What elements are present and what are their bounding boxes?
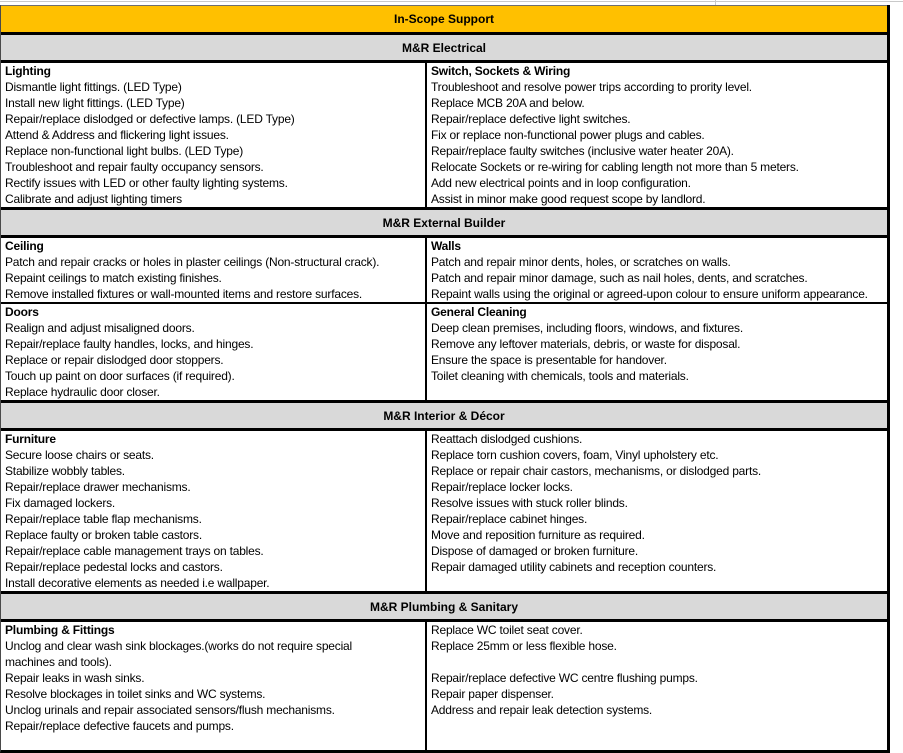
item-text-left xyxy=(1,734,425,750)
item-text-right: Replace WC toilet seat cover. xyxy=(431,623,583,637)
item-text-left: Repair/replace pedestal locks and castors. xyxy=(5,560,223,574)
item-text-right: Add new electrical points and in loop configuration. xyxy=(431,176,691,190)
right-column xyxy=(427,431,887,591)
item-text-left: Rectify issues with LED or other faulty lighting systems. xyxy=(5,176,288,190)
left-column xyxy=(1,622,427,750)
item-text-right: Replace MCB 20A and below. xyxy=(431,96,585,110)
item-text-right: Walls xyxy=(431,239,461,253)
spreadsheet-gridline-top xyxy=(0,1,903,2)
content-block xyxy=(1,63,887,207)
item-text-right: Repair/replace locker locks. xyxy=(431,480,573,494)
item-text-left: Repair/replace drawer mechanisms. xyxy=(5,480,191,494)
item-text-left: Repair/replace table flap mechanisms. xyxy=(5,512,202,526)
item-text-left: Repair leaks in wash sinks. xyxy=(5,671,145,685)
item-text-left: Patch and repair cracks or holes in plaster ceilings (Non-structural crack). xyxy=(5,255,380,269)
item-text-right: Repaint walls using the original or agreed-upon colour to ensure uniform appearance. xyxy=(431,287,868,301)
item-text-right: Resolve issues with stuck roller blinds. xyxy=(431,496,628,510)
item-text-left: Resolve blockages in toilet sinks and WC systems. xyxy=(5,687,266,701)
item-text-left: Replace faulty or broken table castors. xyxy=(5,528,202,542)
item-text-right: Patch and repair minor damage, such as nail holes, dents, and scratches. xyxy=(431,271,808,285)
item-text-left: Repair/replace cable management trays on tables. xyxy=(5,544,264,558)
item-text-right: Reattach dislodged cushions. xyxy=(431,432,583,446)
item-text-right: Ensure the space is presentable for handover. xyxy=(431,353,667,367)
item-text-right: Assist in minor make good request scope by landlord. xyxy=(431,192,706,206)
item-text-left: Dismantle light fittings. (LED Type) xyxy=(5,80,182,94)
item-text-left: Touch up paint on door surfaces (if required). xyxy=(5,369,235,383)
item-text-left: Secure loose chairs or seats. xyxy=(5,448,154,462)
item-text-left: Doors xyxy=(5,305,39,319)
item-text-right: Dispose of damaged or broken furniture. xyxy=(431,544,638,558)
item-text-left: Replace non-functional light bulbs. (LED Type) xyxy=(5,144,244,158)
section-header: M&R Interior & Décor xyxy=(1,403,887,428)
content-block xyxy=(1,238,887,302)
content-block xyxy=(1,622,887,750)
item-text-left: Troubleshoot and repair faulty occupancy sensors. xyxy=(5,160,264,174)
item-text-right xyxy=(427,654,887,670)
item-text-right: Move and reposition furniture as required. xyxy=(431,528,645,542)
item-text-left: Remove installed fixtures or wall-mounted items and restore surfaces. xyxy=(5,287,363,301)
item-text-right: Replace or repair chair castors, mechanisms, or dislodged parts. xyxy=(431,464,762,478)
item-text-right: General Cleaning xyxy=(431,305,527,319)
item-text-left: Calibrate and adjust lighting timers xyxy=(5,192,182,206)
table-body xyxy=(1,32,887,750)
left-column xyxy=(1,63,427,207)
item-text-right: Fix or replace non-functional power plugs and cables. xyxy=(431,128,705,142)
item-text-left: Repair/replace dislodged or defective lamps. (LED Type) xyxy=(5,112,295,126)
item-text-right xyxy=(427,734,887,750)
item-text-right: Repair/replace cabinet hinges. xyxy=(431,512,588,526)
item-text-right: Remove any leftover materials, debris, or waste for disposal. xyxy=(431,337,741,351)
item-text-left: Fix damaged lockers. xyxy=(5,496,116,510)
right-column xyxy=(427,63,887,207)
item-text-right: Repair paper dispenser. xyxy=(431,687,554,701)
content-block xyxy=(1,304,887,400)
in-scope-support-table xyxy=(0,5,890,753)
item-text-left: Attend & Address and flickering light issues. xyxy=(5,128,229,142)
section-header: M&R Plumbing & Sanitary xyxy=(1,594,887,619)
item-text-left: Replace hydraulic door closer. xyxy=(5,385,160,399)
item-text-right: Repair damaged utility cabinets and reception counters. xyxy=(431,560,717,574)
item-text-left: Furniture xyxy=(5,432,56,446)
item-text-right: Repair/replace defective light switches. xyxy=(431,112,631,126)
item-text-right: Deep clean premises, including floors, windows, and fixtures. xyxy=(431,321,743,335)
section-header: M&R External Builder xyxy=(1,210,887,235)
item-text-left: Plumbing & Fittings xyxy=(5,623,115,637)
item-text-right: Repair/replace faulty switches (inclusive water heater 20A). xyxy=(431,144,734,158)
left-column xyxy=(1,238,427,302)
item-text-right: Replace torn cushion covers, foam, Vinyl upholstery etc. xyxy=(431,448,719,462)
item-text-left: Repair/replace faulty handles, locks, and hinges. xyxy=(5,337,254,351)
left-column xyxy=(1,431,427,591)
item-text-right xyxy=(427,575,887,591)
left-column xyxy=(1,304,427,400)
right-column xyxy=(427,622,887,750)
item-text-right: Troubleshoot and resolve power trips according to prority level. xyxy=(431,80,752,94)
item-text-left: Repair/replace defective faucets and pumps. xyxy=(5,719,234,733)
item-text-left: Unclog and clear wash sink blockages.(works do not require special xyxy=(5,639,352,653)
right-column xyxy=(427,238,887,302)
item-text-right: Relocate Sockets or re-wiring for cabling length not more than 5 meters. xyxy=(431,160,799,174)
item-text-right: Address and repair leak detection systems. xyxy=(431,703,653,717)
item-text-left: Lighting xyxy=(5,64,51,78)
item-text-right: Repair/replace defective WC centre flushing pumps. xyxy=(431,671,698,685)
right-column xyxy=(427,304,887,400)
item-text-left: Install decorative elements as needed i.e wallpaper. xyxy=(5,576,270,590)
item-text-left: Repaint ceilings to match existing finishes. xyxy=(5,271,222,285)
item-text-right: Replace 25mm or less flexible hose. xyxy=(431,639,617,653)
content-block xyxy=(1,431,887,591)
item-text-right: Switch, Sockets & Wiring xyxy=(431,64,571,78)
item-text-left: Ceiling xyxy=(5,239,44,253)
item-text-left: Stabilize wobbly tables. xyxy=(5,464,125,478)
item-text-left: Install new light fittings. (LED Type) xyxy=(5,96,185,110)
item-text-left: Realign and adjust misaligned doors. xyxy=(5,321,195,335)
item-text-right xyxy=(427,384,887,400)
item-text-left: machines and tools). xyxy=(5,655,112,669)
section-header: M&R Electrical xyxy=(1,35,887,60)
item-text-left: Replace or repair dislodged door stoppers. xyxy=(5,353,224,367)
item-text-right xyxy=(427,718,887,734)
item-text-left: Unclog urinals and repair associated sensors/flush mechanisms. xyxy=(5,703,335,717)
table-title: In-Scope Support xyxy=(1,5,887,32)
item-text-right: Toilet cleaning with chemicals, tools and materials. xyxy=(431,369,689,383)
item-text-right: Patch and repair minor dents, holes, or scratches on walls. xyxy=(431,255,731,269)
